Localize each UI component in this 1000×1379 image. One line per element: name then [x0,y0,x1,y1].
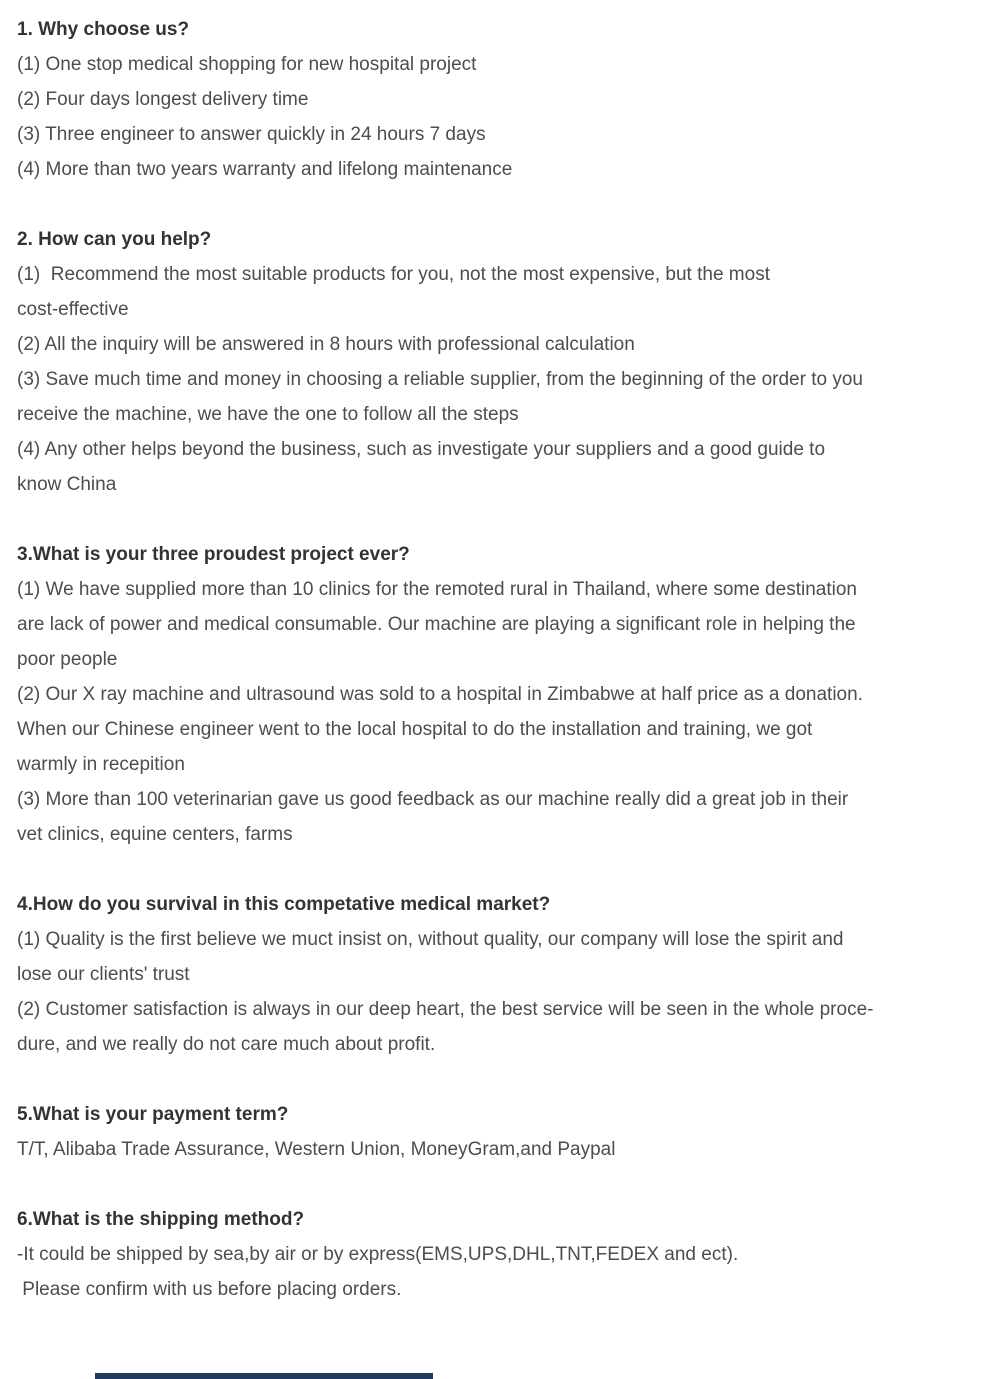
faq-answer-line: (3) Three engineer to answer quickly in 24 hours 7 days [17,124,486,145]
faq-answer-line: vet clinics, equine centers, farms [17,824,293,845]
faq-answer-line: (1) Quality is the first believe we muct insist on, without quality, our company will lose the spirit and [17,929,844,950]
faq-answer-line: lose our clients' trust [17,964,190,985]
faq-question-heading: 4.How do you survival in this competative medical market? [17,894,551,915]
faq-answer-line: T/T, Alibaba Trade Assurance, Western Union, MoneyGram,and Paypal [17,1139,616,1160]
faq-answer-line: (2) Customer satisfaction is always in our deep heart, the best service will be seen in the whole proce- [17,999,874,1020]
faq-question-heading: 6.What is the shipping method? [17,1209,305,1230]
faq-section [17,222,983,502]
faq-question-heading: 5.What is your payment term? [17,1104,289,1125]
next-section-banner-cutoff [95,1373,433,1379]
faq-answer-line: receive the machine, we have the one to follow all the steps [17,404,519,425]
faq-answer-line: dure, and we really do not care much about profit. [17,1034,436,1055]
faq-section [17,1202,983,1307]
faq-answer-line: (2) Our X ray machine and ultrasound was sold to a hospital in Zimbabwe at half price as a donation. [17,684,863,705]
faq-section [17,887,983,1062]
faq-answer-line: -It could be shipped by sea,by air or by express(EMS,UPS,DHL,TNT,FEDEX and ect). [17,1244,739,1265]
faq-answer-line: (2) Four days longest delivery time [17,89,309,110]
faq-answer-line: cost-effective [17,299,129,320]
faq-answer-line: (3) More than 100 veterinarian gave us good feedback as our machine really did a great job in their [17,789,849,810]
faq-question-heading: 2. How can you help? [17,229,212,250]
faq-answer-line: (4) More than two years warranty and lifelong maintenance [17,159,513,180]
faq-question-heading: 1. Why choose us? [17,19,190,40]
faq-section [17,1097,983,1167]
faq-answer-line: poor people [17,649,118,670]
faq-section [17,12,983,187]
faq-answer-line: (1) Recommend the most suitable products for you, not the most expensive, but the most [17,264,770,285]
faq-answer-line: (2) All the inquiry will be answered in 8 hours with professional calculation [17,334,635,355]
faq-answer-line: are lack of power and medical consumable. Our machine are playing a significant role in helping the [17,614,856,635]
faq-answer-line: When our Chinese engineer went to the local hospital to do the installation and training, we got [17,719,813,740]
faq-section [17,537,983,852]
faq-answer-line: Please confirm with us before placing orders. [17,1279,402,1300]
faq-answer-line: (1) We have supplied more than 10 clinics for the remoted rural in Thailand, where some destination [17,579,857,600]
faq-answer-line: (1) One stop medical shopping for new hospital project [17,54,477,75]
faq-question-heading: 3.What is your three proudest project ever? [17,544,410,565]
faq-answer-line: (4) Any other helps beyond the business, such as investigate your suppliers and a good guide to [17,439,826,460]
faq-answer-line: (3) Save much time and money in choosing a reliable supplier, from the beginning of the order to you [17,369,863,390]
faq-answer-line: warmly in recepition [17,754,185,775]
faq-answer-line: know China [17,474,117,495]
